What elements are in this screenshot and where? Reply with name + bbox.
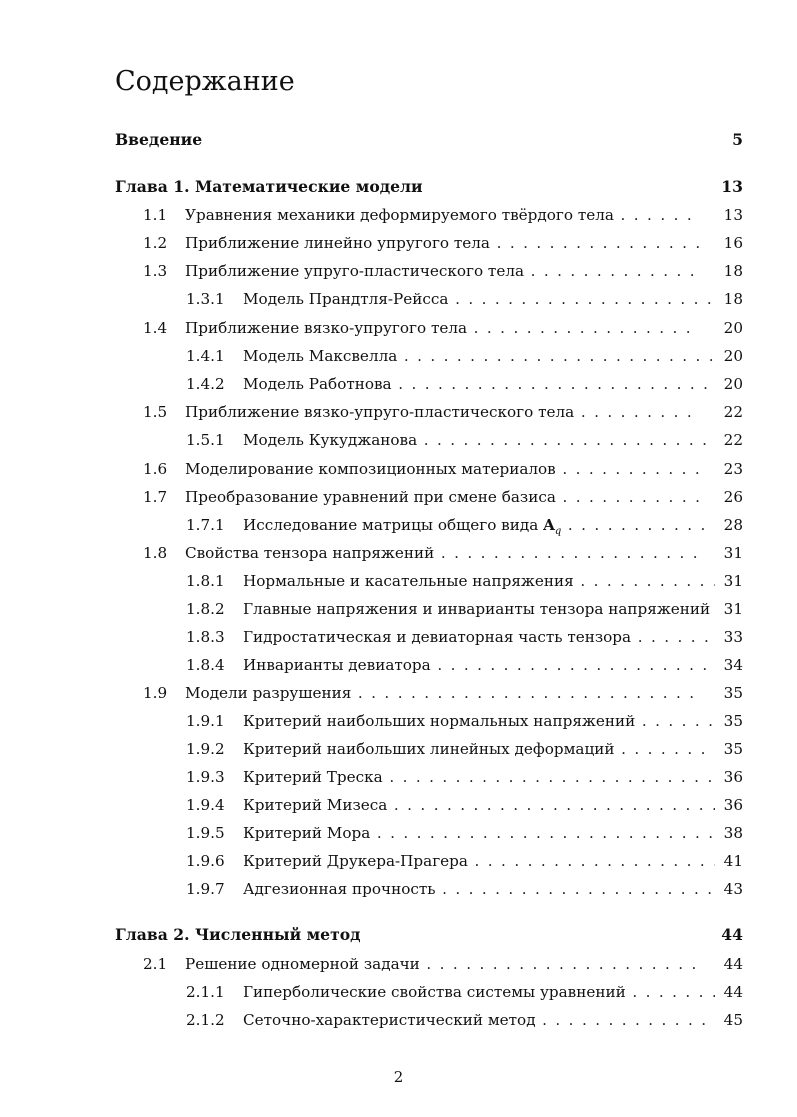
toc-entry-page: 35 <box>723 684 743 702</box>
toc-entry[interactable] <box>115 231 743 255</box>
toc-entry-label <box>185 952 699 976</box>
toc-entry-number: 1.9.6 <box>186 852 225 870</box>
toc-entry[interactable] <box>115 128 743 152</box>
toc-entry-page: 23 <box>723 460 743 478</box>
toc-entry-page: 22 <box>723 431 743 449</box>
toc-entry-page: 16 <box>723 234 743 252</box>
toc-entry-number: 1.4.1 <box>186 347 225 365</box>
toc-entry-number: 1.9 <box>143 684 168 702</box>
toc-entry[interactable] <box>115 485 743 509</box>
toc-entry-page: 44 <box>723 983 743 1001</box>
toc-entry-label <box>243 980 715 1004</box>
toc-entry-label-text: Приближение линейно упругого тела <box>185 234 490 252</box>
toc-entry-label-text: Модель Кукуджанова <box>243 431 418 449</box>
toc-entry-label <box>185 203 699 227</box>
toc-entry-label <box>185 485 699 509</box>
toc-entry-label-text: Главные напряжения и инварианты тензора напряжений <box>243 600 711 618</box>
toc-entry-label-text: Гиперболические свойства системы уравнений <box>243 983 626 1001</box>
toc-entry-number: 1.2 <box>143 234 168 252</box>
toc-entry[interactable] <box>115 737 743 761</box>
toc-entry-number: 2.1.2 <box>186 1011 225 1029</box>
toc-entry-label <box>185 259 699 283</box>
toc-entry-label-text: Модель Максвелла <box>243 347 398 365</box>
toc-entry-label-text: Критерий Мизеса <box>243 796 388 814</box>
toc-entry-label-text: Критерий Мора <box>243 824 371 842</box>
toc-entry-number: 1.8.3 <box>186 628 225 646</box>
toc-entry-label <box>243 793 715 817</box>
toc-entry-page: 36 <box>723 768 743 786</box>
toc-entry-label-text: Критерий наибольших нормальных напряжений <box>243 712 636 730</box>
toc-entry[interactable] <box>115 1008 743 1032</box>
toc-entry-number: 1.1 <box>143 206 168 224</box>
toc-entry-label <box>243 709 715 733</box>
toc-entry-number: 1.8.4 <box>186 656 225 674</box>
toc-entry-label <box>243 597 715 621</box>
toc-entry-number: 1.8 <box>143 544 168 562</box>
toc-entry-page: 22 <box>723 403 743 421</box>
toc-entry-number: 2.1.1 <box>186 983 225 1001</box>
toc-entry[interactable] <box>115 793 743 817</box>
toc-entry[interactable] <box>115 597 743 621</box>
toc-entry[interactable] <box>115 175 743 199</box>
toc-entry-number: 1.7.1 <box>186 516 225 534</box>
toc-entry[interactable] <box>115 344 743 368</box>
toc-entry-label-text: Инварианты девиатора <box>243 656 431 674</box>
toc-entry-number: 1.9.3 <box>186 768 225 786</box>
toc-entry[interactable] <box>115 316 743 340</box>
toc-entry-label-text: Критерий наибольших линейных деформаций <box>243 740 615 758</box>
toc-entry[interactable] <box>115 259 743 283</box>
toc-entry-page: 38 <box>723 824 743 842</box>
toc-entry-label-text: Приближение вязко-упругого тела <box>185 319 468 337</box>
toc-entry-label-text: Гидростатическая и девиаторная часть тензора <box>243 628 632 646</box>
toc-entry-label <box>185 400 699 424</box>
toc-entry-number: 1.9.2 <box>186 740 225 758</box>
toc-entry[interactable] <box>115 980 743 1004</box>
toc-entry-label-text: Свойства тензора напряжений <box>185 544 435 562</box>
toc-entry-page: 13 <box>723 206 743 224</box>
toc-entry[interactable] <box>115 923 743 947</box>
toc-entry-page: 44 <box>723 955 743 973</box>
toc-entry-page: 13 <box>721 177 743 196</box>
toc-entry-page: 5 <box>732 130 743 149</box>
toc-entry-number: 1.4 <box>143 319 168 337</box>
toc-entry-label-text: Критерий Друкера-Прагера <box>243 852 468 870</box>
matrix-symbol <box>543 516 562 538</box>
toc-entry-label-text: Модель Работнова <box>243 375 392 393</box>
toc-entry-page: 20 <box>723 347 743 365</box>
toc-entry-label <box>243 344 715 368</box>
toc-entry-number: 2.1 <box>143 955 168 973</box>
toc-entry[interactable] <box>115 653 743 677</box>
toc-entry-number: 1.9.5 <box>186 824 225 842</box>
toc-entry-label <box>243 287 715 311</box>
toc-entry-page: 31 <box>723 544 743 562</box>
toc-entry-number: 1.3.1 <box>186 290 225 308</box>
toc-entry-page: 43 <box>723 880 743 898</box>
toc-entry-label-text: Исследование матрицы общего вида <box>243 516 544 534</box>
toc-entry-number: 1.5.1 <box>186 431 225 449</box>
toc-entry-label <box>115 175 699 199</box>
toc-entry-page: 26 <box>723 488 743 506</box>
toc-entry-label <box>243 1008 715 1032</box>
toc-entry-label <box>243 849 715 873</box>
toc-entry[interactable] <box>115 457 743 481</box>
toc-entry-page: 31 <box>723 600 743 618</box>
toc-entry-label <box>243 428 715 452</box>
toc-entry[interactable] <box>115 513 743 537</box>
toc-entry-number: 1.6 <box>143 460 168 478</box>
toc-entry-label <box>243 821 715 845</box>
toc-entry-number: 1.3 <box>143 262 168 280</box>
toc-entry-page: 31 <box>723 572 743 590</box>
toc-entry[interactable] <box>115 849 743 873</box>
toc-entry-label <box>185 541 699 565</box>
page-title: Содержание <box>115 66 295 97</box>
toc-entry[interactable] <box>115 681 743 705</box>
toc-entry[interactable] <box>115 765 743 789</box>
toc-entry-label-text: Модели разрушения <box>185 684 352 702</box>
toc-entry[interactable] <box>115 541 743 565</box>
toc-entry-label-text: Адгезионная прочность <box>243 880 436 898</box>
toc-entry-page: 28 <box>723 516 743 534</box>
toc-entry-number: 1.7 <box>143 488 168 506</box>
toc-entry-label-text: Сеточно-характеристический метод <box>243 1011 536 1029</box>
toc-entry-label <box>185 457 699 481</box>
toc-entry-label-text: Уравнения механики деформируемого твёрдого тела <box>185 206 614 224</box>
toc-entry-label-text: Преобразование уравнений при смене базиса <box>185 488 556 506</box>
toc-entry-number: 1.8.2 <box>186 600 225 618</box>
toc-entry[interactable] <box>115 569 743 593</box>
toc-entry-page: 36 <box>723 796 743 814</box>
toc-entry-label-text: Решение одномерной задачи <box>185 955 420 973</box>
toc-entry-label-text: Введение <box>115 130 203 149</box>
toc-entry-label <box>243 877 715 901</box>
toc-entry-label <box>243 737 715 761</box>
toc-entry-page: 18 <box>723 262 743 280</box>
toc-entry-label <box>243 765 715 789</box>
toc-entry[interactable] <box>115 287 743 311</box>
toc-entry-label <box>243 513 715 544</box>
toc-entry-number: 1.9.7 <box>186 880 225 898</box>
toc-entry-label-text: Модель Прандтля-Рейсса <box>243 290 449 308</box>
toc-entry[interactable] <box>115 877 743 901</box>
toc-entry-page: 20 <box>723 375 743 393</box>
toc-entry-label <box>185 316 699 340</box>
toc-entry-label <box>243 569 715 593</box>
toc-entry[interactable] <box>115 203 743 227</box>
toc-entry-label-text: Критерий Треска <box>243 768 383 786</box>
matrix-symbol-subscript: q <box>554 526 562 538</box>
toc-entry-page: 33 <box>723 628 743 646</box>
toc-entry[interactable] <box>115 372 743 396</box>
toc-entry[interactable] <box>115 400 743 424</box>
toc-entry-label <box>115 923 699 947</box>
toc-entry-number: 1.4.2 <box>186 375 225 393</box>
toc-entry-label-text: Глава 2. Численный метод <box>115 925 361 944</box>
toc-entry-number: 1.5 <box>143 403 168 421</box>
toc-entry-label <box>243 625 715 649</box>
toc-entry[interactable] <box>115 821 743 845</box>
toc-entry-label-text: Приближение упруго-пластического тела <box>185 262 525 280</box>
toc-entry-label <box>243 653 715 677</box>
toc-entry-label <box>185 681 699 705</box>
toc-entry-page: 44 <box>721 925 743 944</box>
toc-entry-page: 18 <box>723 290 743 308</box>
toc-entry-page: 45 <box>723 1011 743 1029</box>
toc-entry-page: 34 <box>723 656 743 674</box>
toc-entry-label-text: Моделирование композиционных материалов <box>185 460 556 478</box>
toc-entry-label <box>115 128 699 152</box>
toc-entry-label-text: Нормальные и касательные напряжения <box>243 572 574 590</box>
toc-entry-label-text: Приближение вязко-упруго-пластического тела <box>185 403 575 421</box>
toc-entry[interactable] <box>115 709 743 733</box>
toc-entry-number: 1.9.1 <box>186 712 225 730</box>
matrix-symbol-letter: A <box>543 516 555 534</box>
toc-entry[interactable] <box>115 952 743 976</box>
toc-entry[interactable] <box>115 428 743 452</box>
toc-entry-page: 35 <box>723 712 743 730</box>
toc-entry-label <box>185 231 699 255</box>
toc-entry-label <box>243 372 715 396</box>
toc-entry-page: 20 <box>723 319 743 337</box>
toc-entry-page: 35 <box>723 740 743 758</box>
toc-entry[interactable] <box>115 625 743 649</box>
toc-entry-number: 1.8.1 <box>186 572 225 590</box>
toc-entry-number: 1.9.4 <box>186 796 225 814</box>
page-number: 2 <box>393 1068 404 1086</box>
toc-entry-page: 41 <box>723 852 743 870</box>
toc-entry-label-text: Глава 1. Математические модели <box>115 177 423 196</box>
